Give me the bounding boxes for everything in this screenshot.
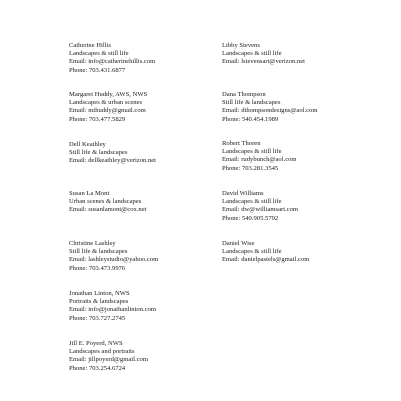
artist-entry — [222, 42, 382, 67]
artist-phone: Phone: 703.254.6724 — [69, 364, 126, 372]
artist-entry — [222, 190, 382, 223]
artist-phone: Phone: 540.454.1989 — [222, 115, 279, 123]
artist-subject: Landscapes & still life — [222, 248, 282, 256]
artist-email: Email: lashleystudio@yahoo.com — [69, 256, 159, 264]
artist-entry — [69, 290, 219, 323]
artist-email: Email: info@catherinehillis.com — [69, 58, 156, 66]
artist-entry — [69, 340, 219, 373]
artist-email: Email: danielpastels@gmail.com — [222, 256, 310, 264]
artist-subject: Landscapes & still life — [222, 198, 282, 206]
artist-entry — [222, 140, 382, 173]
artist-email: Email: rudybunch@aol.com — [222, 156, 297, 164]
artist-email: Email: lstevensart@verizon.net — [222, 58, 305, 66]
artist-entry — [69, 240, 219, 273]
artist-email: Email: jillpoyerd@gmail.com — [69, 356, 148, 364]
artist-name: Catherine Hillis — [69, 42, 111, 49]
artist-name: Margaret Huddy, AWS, NWS — [69, 91, 148, 98]
artist-entry — [69, 141, 219, 166]
artist-subject: Landscapes & still life — [222, 148, 282, 156]
artist-phone: Phone: 703.727.2745 — [69, 314, 126, 322]
artist-name: David Williams — [222, 190, 264, 197]
artist-subject: Still life & landscapes — [69, 149, 128, 157]
artist-entry — [222, 91, 382, 124]
artist-name: Libby Stevens — [222, 42, 260, 49]
artist-phone: Phone: 540.905.5792 — [222, 214, 279, 222]
artist-name: Christine Lashley — [69, 240, 116, 247]
artist-email: Email: dthompsondesigns@aol.com — [222, 107, 318, 115]
artist-email: Email: info@jonathanlinton.com — [69, 306, 157, 314]
artist-subject: Landscapes and portraits — [69, 348, 135, 356]
artist-subject: Portraits & landscapes — [69, 298, 129, 306]
artist-phone: Phone: 703.473.9976 — [69, 264, 126, 272]
artist-name: Dana Thompson — [222, 91, 266, 98]
artist-phone: Phone: 703.431.6877 — [69, 66, 126, 74]
artist-name: Susan La Mont — [69, 190, 110, 197]
artist-name: Dell Keathley — [69, 141, 106, 148]
artist-subject: Still life & landscapes — [222, 99, 281, 107]
artist-name: Daniel Wise — [222, 240, 255, 247]
artist-name: Jonathan Linton, NWS — [69, 290, 130, 297]
artist-entry — [69, 190, 219, 215]
artist-subject: Still life & landscapes — [69, 248, 128, 256]
artist-name: Jill E. Poyerd, NWS — [69, 340, 123, 347]
artist-phone: Phone: 703.281.3545 — [222, 164, 279, 172]
artist-email: Email: dellkeathley@verizon.net — [69, 157, 156, 165]
artist-email: Email: dw@williamsart.com — [222, 206, 299, 214]
artist-subject: Urban scenes & landscapes — [69, 198, 142, 206]
artist-subject: Landscapes & urban scenes — [69, 99, 143, 107]
artist-entry — [69, 91, 219, 124]
artist-subject: Landscapes & still life — [222, 50, 282, 58]
artist-entry — [222, 240, 382, 265]
artist-email: Email: mthuddy@gmail.com — [69, 107, 146, 115]
artist-phone: Phone: 703.477.5829 — [69, 115, 126, 123]
artist-name: Robert Thoren — [222, 140, 261, 147]
artist-email: Email: susanlamont@cox.net — [69, 206, 147, 214]
artist-entry — [69, 42, 219, 75]
artist-subject: Landscapes & still life — [69, 50, 129, 58]
